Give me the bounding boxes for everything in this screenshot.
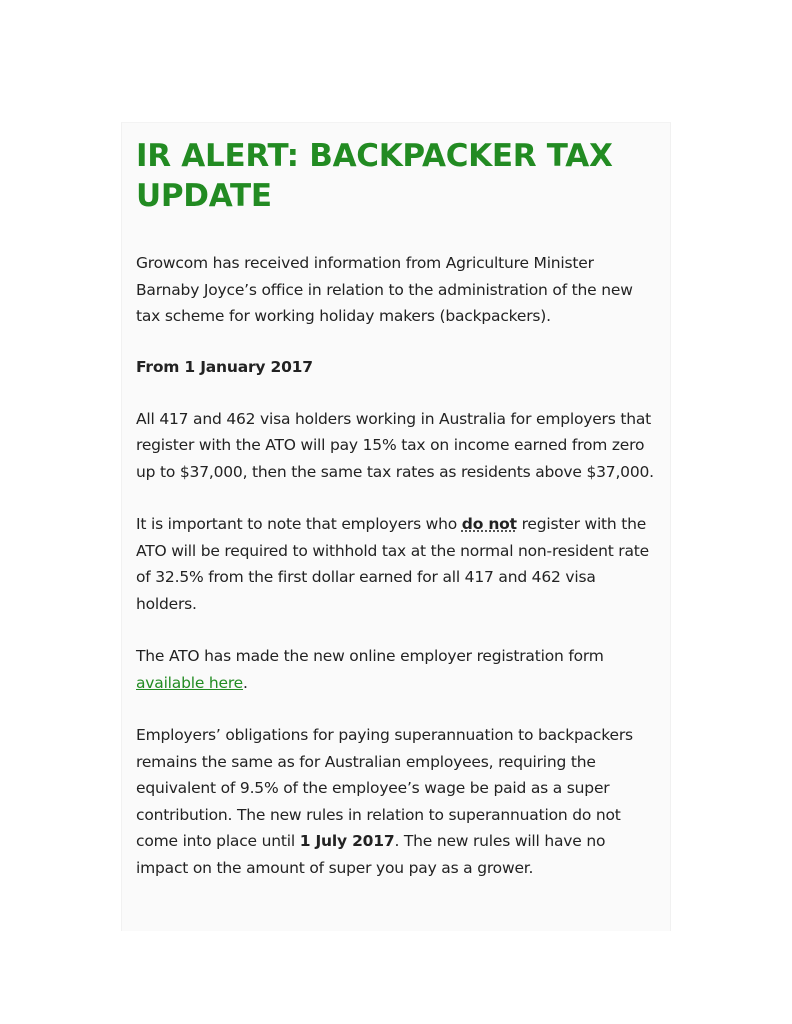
- available-here-link[interactable]: available here: [136, 673, 244, 692]
- important-text-after: register with the ATO will be required to withhold tax at the normal non-resident rate of 32.5% from the first dollar earned for all 417 and 462 visa holders.: [136, 515, 649, 613]
- super-text-after: . The new rules will have no impact on the amount of super you pay as a grower.: [136, 832, 606, 877]
- super-date: 1 July 2017: [299, 832, 395, 850]
- registration-text-before: The ATO has made the new online employer registration form: [136, 647, 604, 665]
- super-text-before: Employers’ obligations for paying superannuation to backpackers remains the same as for Australian employees, requiring the equivalent of 9.5% of the employee’s wage be paid as a super contribution. The new rules in relation to superannuation do not come into place until: [136, 726, 633, 850]
- super-paragraph: [136, 722, 656, 881]
- do-not-emphasis: do not: [461, 515, 517, 533]
- article-content: [136, 136, 656, 881]
- registration-paragraph: [136, 643, 656, 696]
- important-paragraph: [136, 511, 656, 617]
- article-title: IR ALERT: BACKPACKER TAX UPDATE: [136, 138, 613, 214]
- important-text-before: It is important to note that employers who: [136, 515, 462, 533]
- intro-paragraph: Growcom has received information from Agriculture Minister Barnaby Joyce’s office in relation to the administration of the new tax scheme for working holiday makers (backpackers).: [136, 254, 633, 325]
- visa-paragraph: All 417 and 462 visa holders working in Australia for employers that register with the ATO will pay 15% tax on income earned from zero up to $37,000, then the same tax rates as residents above $37,000.: [136, 409, 654, 481]
- section-heading: From 1 January 2017: [136, 357, 313, 376]
- registration-text-after: .: [243, 673, 248, 692]
